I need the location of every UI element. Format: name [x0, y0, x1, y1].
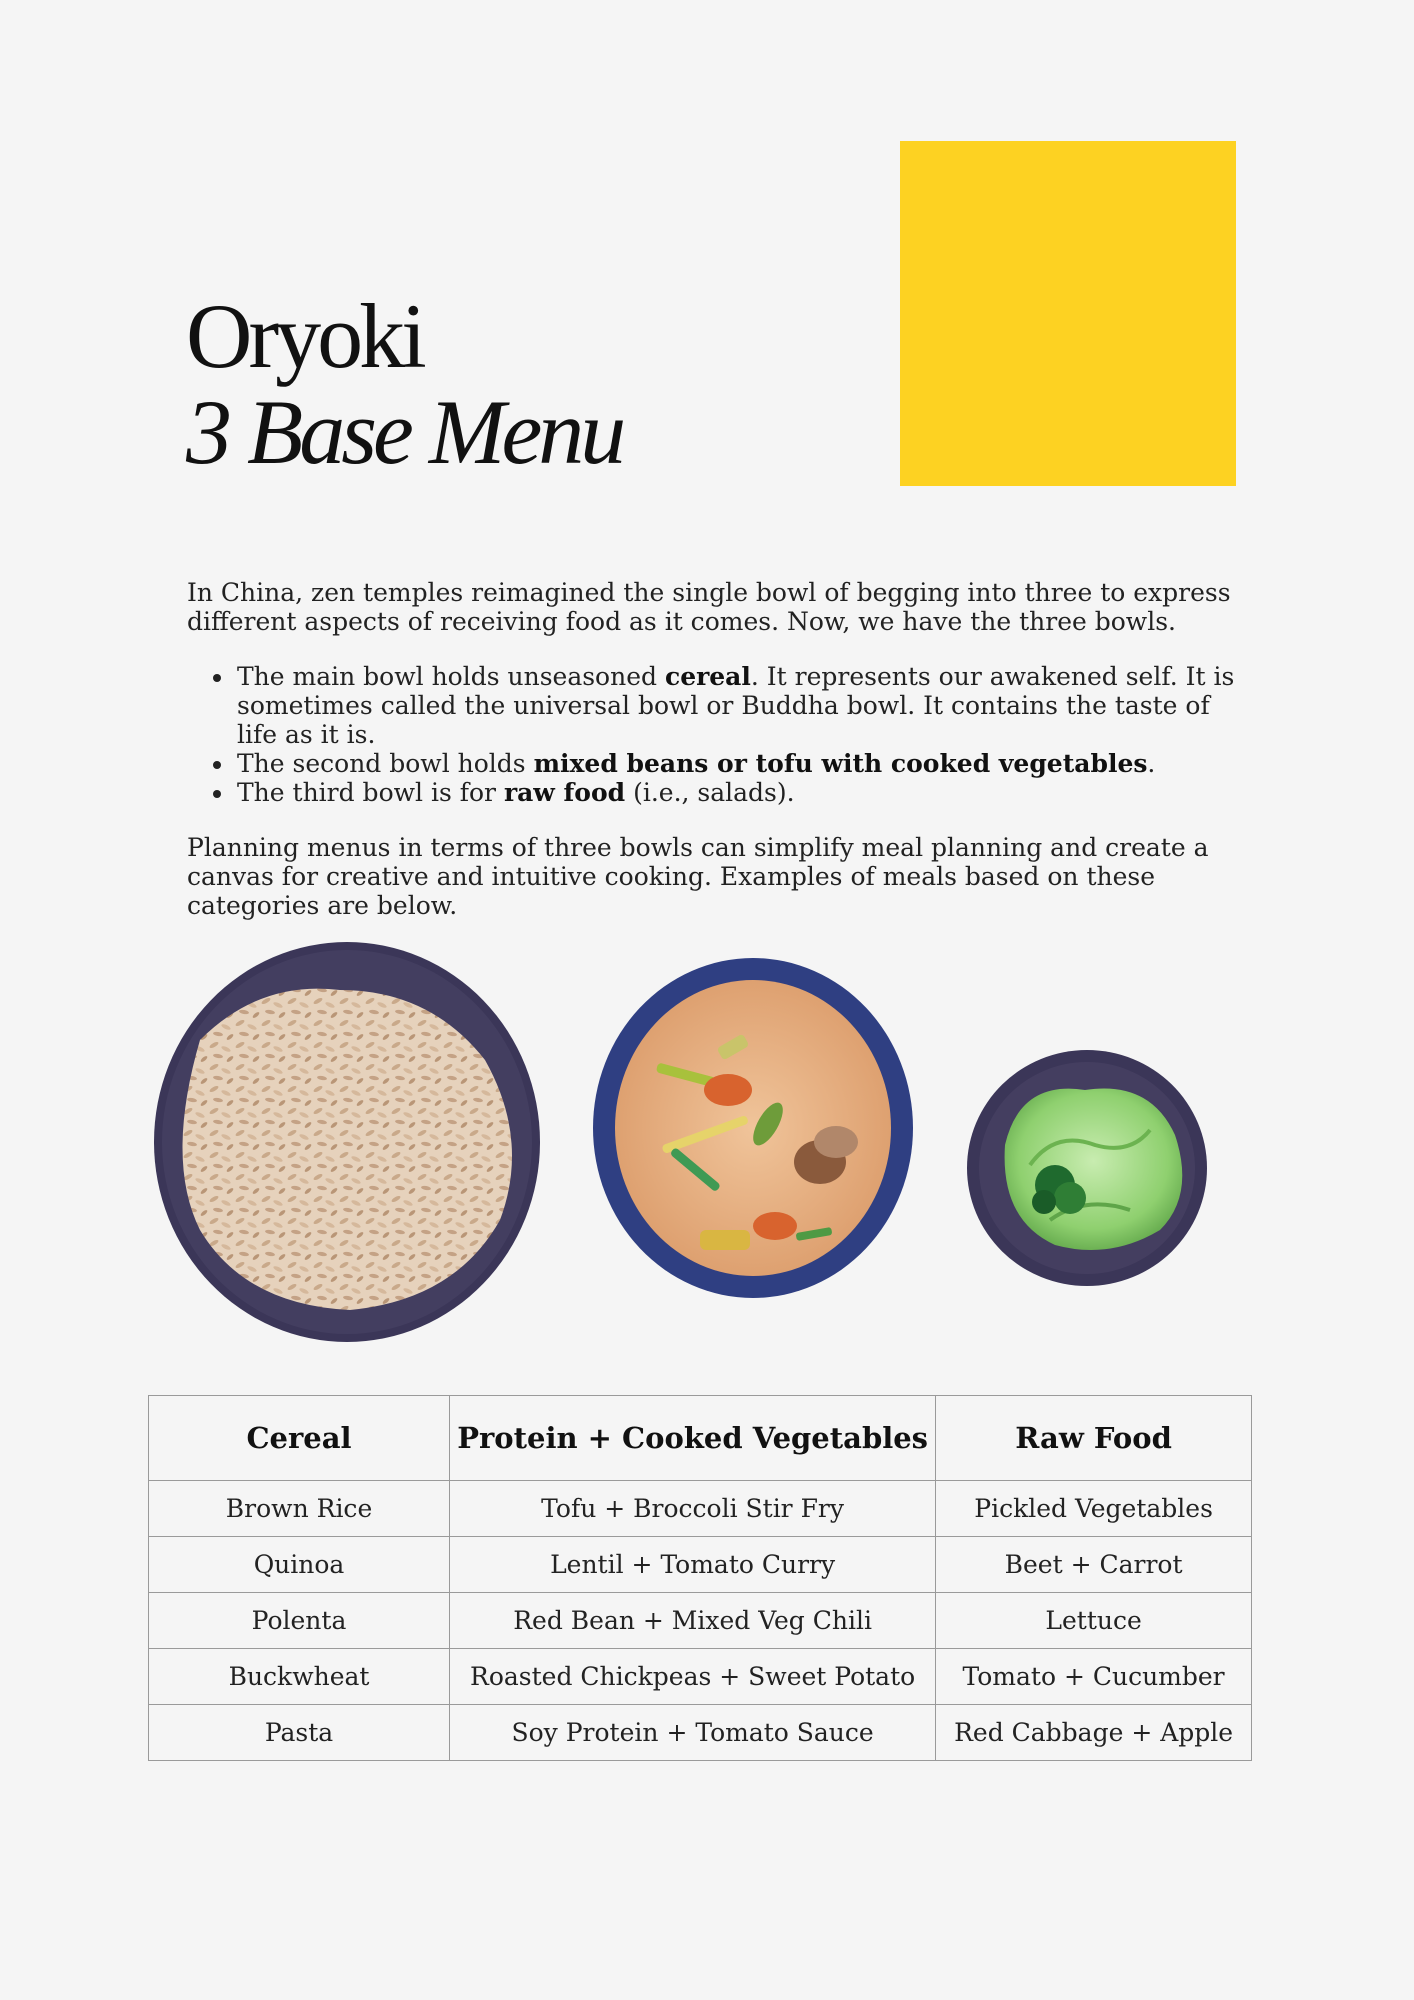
bullet-text: The main bowl holds unseasoned [237, 662, 665, 691]
table-row [149, 1481, 1252, 1537]
bullet-bold-text: cereal [664, 662, 751, 691]
meal-table [148, 1395, 1252, 1761]
intro-paragraph-1: In China, zen temples reimagined the single bowl of begging into three to express different aspects of receiving food as it comes. Now, we have the three bowls. [187, 578, 1231, 636]
bullet-text: . [1147, 749, 1156, 778]
table-cell: Beet + Carrot [936, 1537, 1252, 1593]
table-row [149, 1705, 1252, 1761]
table-cell: Pickled Vegetables [936, 1481, 1252, 1537]
title-line-1: Oryoki [186, 285, 423, 387]
table-cell: Roasted Chickpeas + Sweet Potato [450, 1649, 936, 1705]
table-cell: Buckwheat [149, 1649, 450, 1705]
bullet-bold-text: raw food [503, 778, 626, 807]
table-cell: Tomato + Cucumber [936, 1649, 1252, 1705]
table-row [149, 1537, 1252, 1593]
table-cell: Lettuce [936, 1593, 1252, 1649]
bullet-text: (i.e., salads). [625, 778, 795, 807]
bowl-illustrations [0, 930, 1414, 1350]
table-cell: Brown Rice [149, 1481, 450, 1537]
bullet-text: The second bowl holds [237, 749, 534, 778]
bowls-svg [0, 930, 1414, 1350]
table-header-row [149, 1396, 1252, 1481]
table-cell: Polenta [149, 1593, 450, 1649]
table-cell: Pasta [149, 1705, 450, 1761]
bowl-list-item-main [235, 662, 1257, 749]
cereal-bowl-icon [154, 942, 540, 1342]
bowl-list-item-third [235, 778, 1257, 807]
column-header-protein: Protein + Cooked Vegetables [450, 1396, 936, 1481]
yellow-accent-block [900, 141, 1236, 486]
bowl-list [187, 662, 1257, 807]
raw-food-bowl-icon [967, 1050, 1207, 1286]
bullet-text: The third bowl is for [237, 778, 504, 807]
table-cell: Quinoa [149, 1537, 450, 1593]
table-cell: Red Cabbage + Apple [936, 1705, 1252, 1761]
bullet-text: . It represents our awakened self. It is sometimes called the universal bowl or Buddha bowl. It contains the taste of life as it is. [237, 662, 1235, 749]
table-row [149, 1649, 1252, 1705]
column-header-raw-food: Raw Food [936, 1396, 1252, 1481]
intro-text [187, 578, 1257, 920]
column-header-cereal: Cereal [149, 1396, 450, 1481]
bowl-list-item-second [235, 749, 1257, 778]
page-title [186, 285, 623, 483]
table-row [149, 1593, 1252, 1649]
table-cell: Soy Protein + Tomato Sauce [450, 1705, 936, 1761]
intro-paragraph-2: Planning menus in terms of three bowls can simplify meal planning and create a canvas for creative and intuitive cooking. Examples of meals based on these categories are below. [187, 833, 1209, 920]
protein-vegetable-bowl-icon [593, 958, 913, 1298]
table-cell: Red Bean + Mixed Veg Chili [450, 1593, 936, 1649]
title-line-2: 3 Base Menu [186, 381, 623, 483]
bullet-bold-text: mixed beans or tofu with cooked vegetables [533, 749, 1148, 778]
table-cell: Tofu + Broccoli Stir Fry [450, 1481, 936, 1537]
table-cell: Lentil + Tomato Curry [450, 1537, 936, 1593]
